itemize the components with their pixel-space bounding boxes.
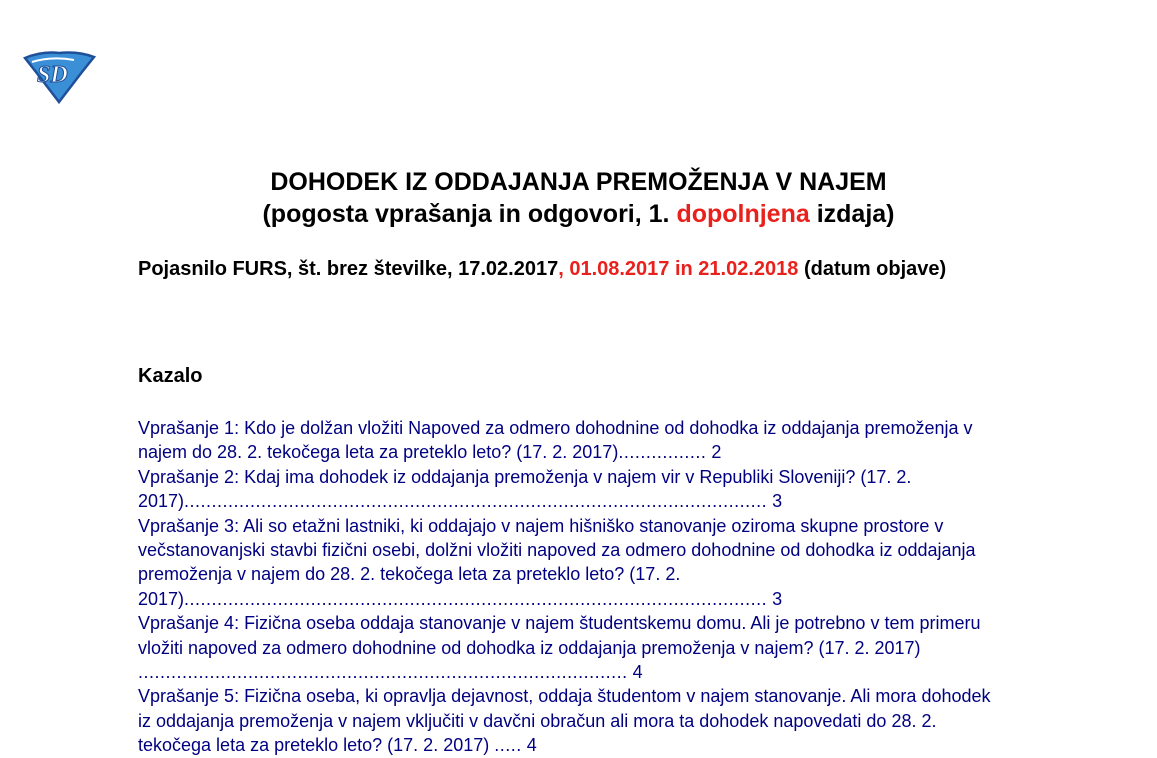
subtitle-text: (pogosta vprašanja in odgovori, 1. bbox=[262, 200, 677, 228]
toc-leader: .......................................................................................................... bbox=[184, 588, 768, 609]
document-title: DOHODEK IZ ODDAJANJA PREMOŽENJA V NAJEM bbox=[270, 168, 887, 196]
toc-page-number: 4 bbox=[526, 735, 537, 756]
toc-entry-5[interactable] bbox=[138, 684, 1008, 757]
toc-entry-2[interactable] bbox=[138, 465, 1008, 514]
sd-logo-icon bbox=[22, 48, 96, 104]
toc-page-number: 3 bbox=[772, 588, 783, 609]
source-text: Pojasnilo FURS, št. brez številke, 17.02.2017 bbox=[138, 258, 559, 280]
toc-leader: .......................................................................................................... bbox=[184, 491, 768, 512]
source-text-end: (datum objave) bbox=[798, 258, 947, 280]
toc-entry-text: Vprašanje 3: Ali so etažni lastniki, ki oddajajo v najem hišniško stanovanje oziroma skupne prostore v večstanovanjski stavbi fizični osebi, dolžni vložiti napoved za odmero dohodnine od dohodka iz oddajanja premoženja v najem do 28. 2. tekočega leta za preteklo leto? (17. 2. 2017) bbox=[138, 515, 976, 609]
toc-heading: Kazalo bbox=[138, 365, 203, 387]
toc-entry-1[interactable] bbox=[138, 416, 1008, 465]
toc-entry-3[interactable] bbox=[138, 514, 1008, 612]
toc-page-number: 3 bbox=[772, 491, 783, 512]
toc-entry-4[interactable] bbox=[138, 611, 1008, 684]
toc-page-number: 4 bbox=[632, 662, 643, 683]
toc-entry-text: Vprašanje 1: Kdo je dolžan vložiti Napoved za odmero dohodnine od dohodka iz oddajanja premoženja v najem do 28. 2. tekočega leta za preteklo leto? (17. 2. 2017) bbox=[138, 418, 973, 463]
document-subtitle bbox=[0, 198, 1157, 230]
table-of-contents bbox=[138, 416, 1008, 758]
toc-entry-text: Vprašanje 2: Kdaj ima dohodek iz oddajanja premoženja v najem vir v Republiki Sloveniji? (17. 2. 2017) bbox=[138, 466, 912, 512]
toc-page-number: 2 bbox=[711, 442, 722, 463]
toc-leader: ................ bbox=[618, 442, 707, 463]
toc-leader: ......................................................................................... bbox=[138, 662, 628, 683]
toc-leader: ..... bbox=[494, 735, 522, 756]
subtitle-highlight: dopolnjena bbox=[676, 200, 810, 228]
source-dates-highlight: , 01.08.2017 in 21.02.2018 bbox=[558, 258, 799, 280]
subtitle-text-end: izdaja) bbox=[809, 200, 895, 228]
toc-entry-text: Vprašanje 5: Fizična oseba, ki opravlja dejavnost, oddaja študentom v najem stanovanje. Ali mora dohodek iz oddajanja premoženja v najem vključiti v davčni obračun ali mora ta dohodek napovedati do 28. 2. tekočega leta za preteklo leto? (17. 2. 2017) bbox=[138, 686, 991, 756]
svg-text:SD: SD bbox=[37, 62, 68, 88]
toc-entry-text: Vprašanje 4: Fizična oseba oddaja stanovanje v najem študentskemu domu. Ali je potrebno v tem primeru vložiti napoved za odmero dohodnine od dohodka iz oddajanja premoženja v najem? (17. 2. 2017) bbox=[138, 613, 981, 658]
source-note bbox=[138, 255, 1018, 283]
